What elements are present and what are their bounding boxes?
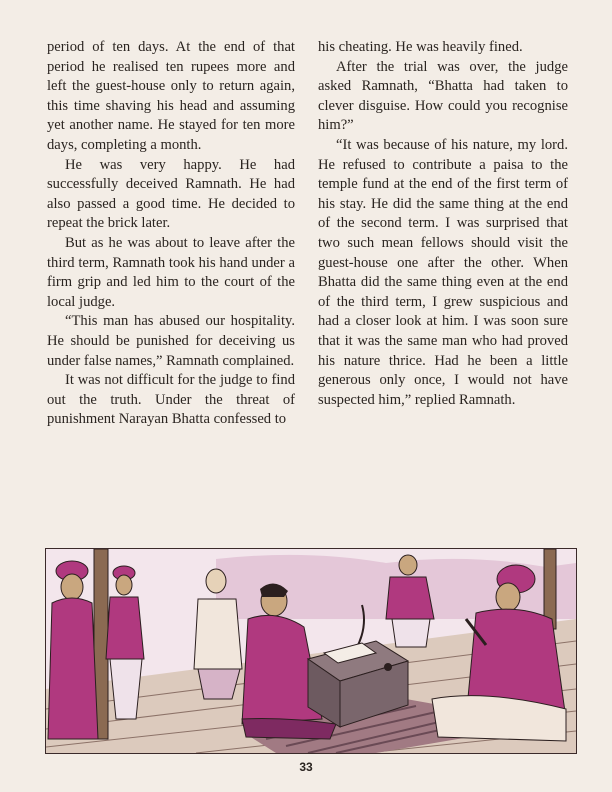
paragraph: He was very happy. He had successfully deceived Ramnath. He had also passed a good time. He decided to repeat the brick later. [47, 156, 295, 232]
paragraph: “It was because of his nature, my lord. He refused to contribute a paisa to the temple fund at the end of the first term of his stay. He did the same thing at the end of the second term. I was surprised that two such mean fellows should visit the guest-house one after the other. When Bhatta did the same thing even at the end of the third term, I grew suspicious and had a closer look at him. I was soon sure that it was the same man who had proved his nature thrice. Had he been a little generous only once, I would not have suspected him,” replied Ramnath. [318, 136, 568, 408]
court-scene-illustration [45, 548, 577, 754]
paragraph: period of ten days. At the end of that period he realised ten rupees more and left the guest-house only to return again, this time shaving his head and assuming yet another name. He stayed for ten more days, completing a month. [47, 39, 295, 153]
illustration-svg [46, 549, 576, 753]
left-text-column [47, 38, 295, 430]
paragraph: After the trial was over, the judge asked Ramnath, “Bhatta had taken to clever disguise. How could you recognise him?” [318, 58, 568, 134]
paragraph: It was not difficult for the judge to find out the truth. Under the threat of punishment Narayan Bhatta confessed to [47, 372, 295, 428]
paragraph: “This man has abused our hospitality. He should be punished for deceiving us under false names,” Ramnath complained. [47, 313, 295, 369]
ink-pot [384, 663, 392, 671]
paragraph: his cheating. He was heavily fined. [318, 39, 523, 55]
paragraph: But as he was about to leave after the third term, Ramnath took his hand under a firm grip and led him to the court of the local judge. [47, 234, 295, 310]
page-number: 33 [299, 760, 313, 774]
right-text-column [318, 38, 568, 410]
